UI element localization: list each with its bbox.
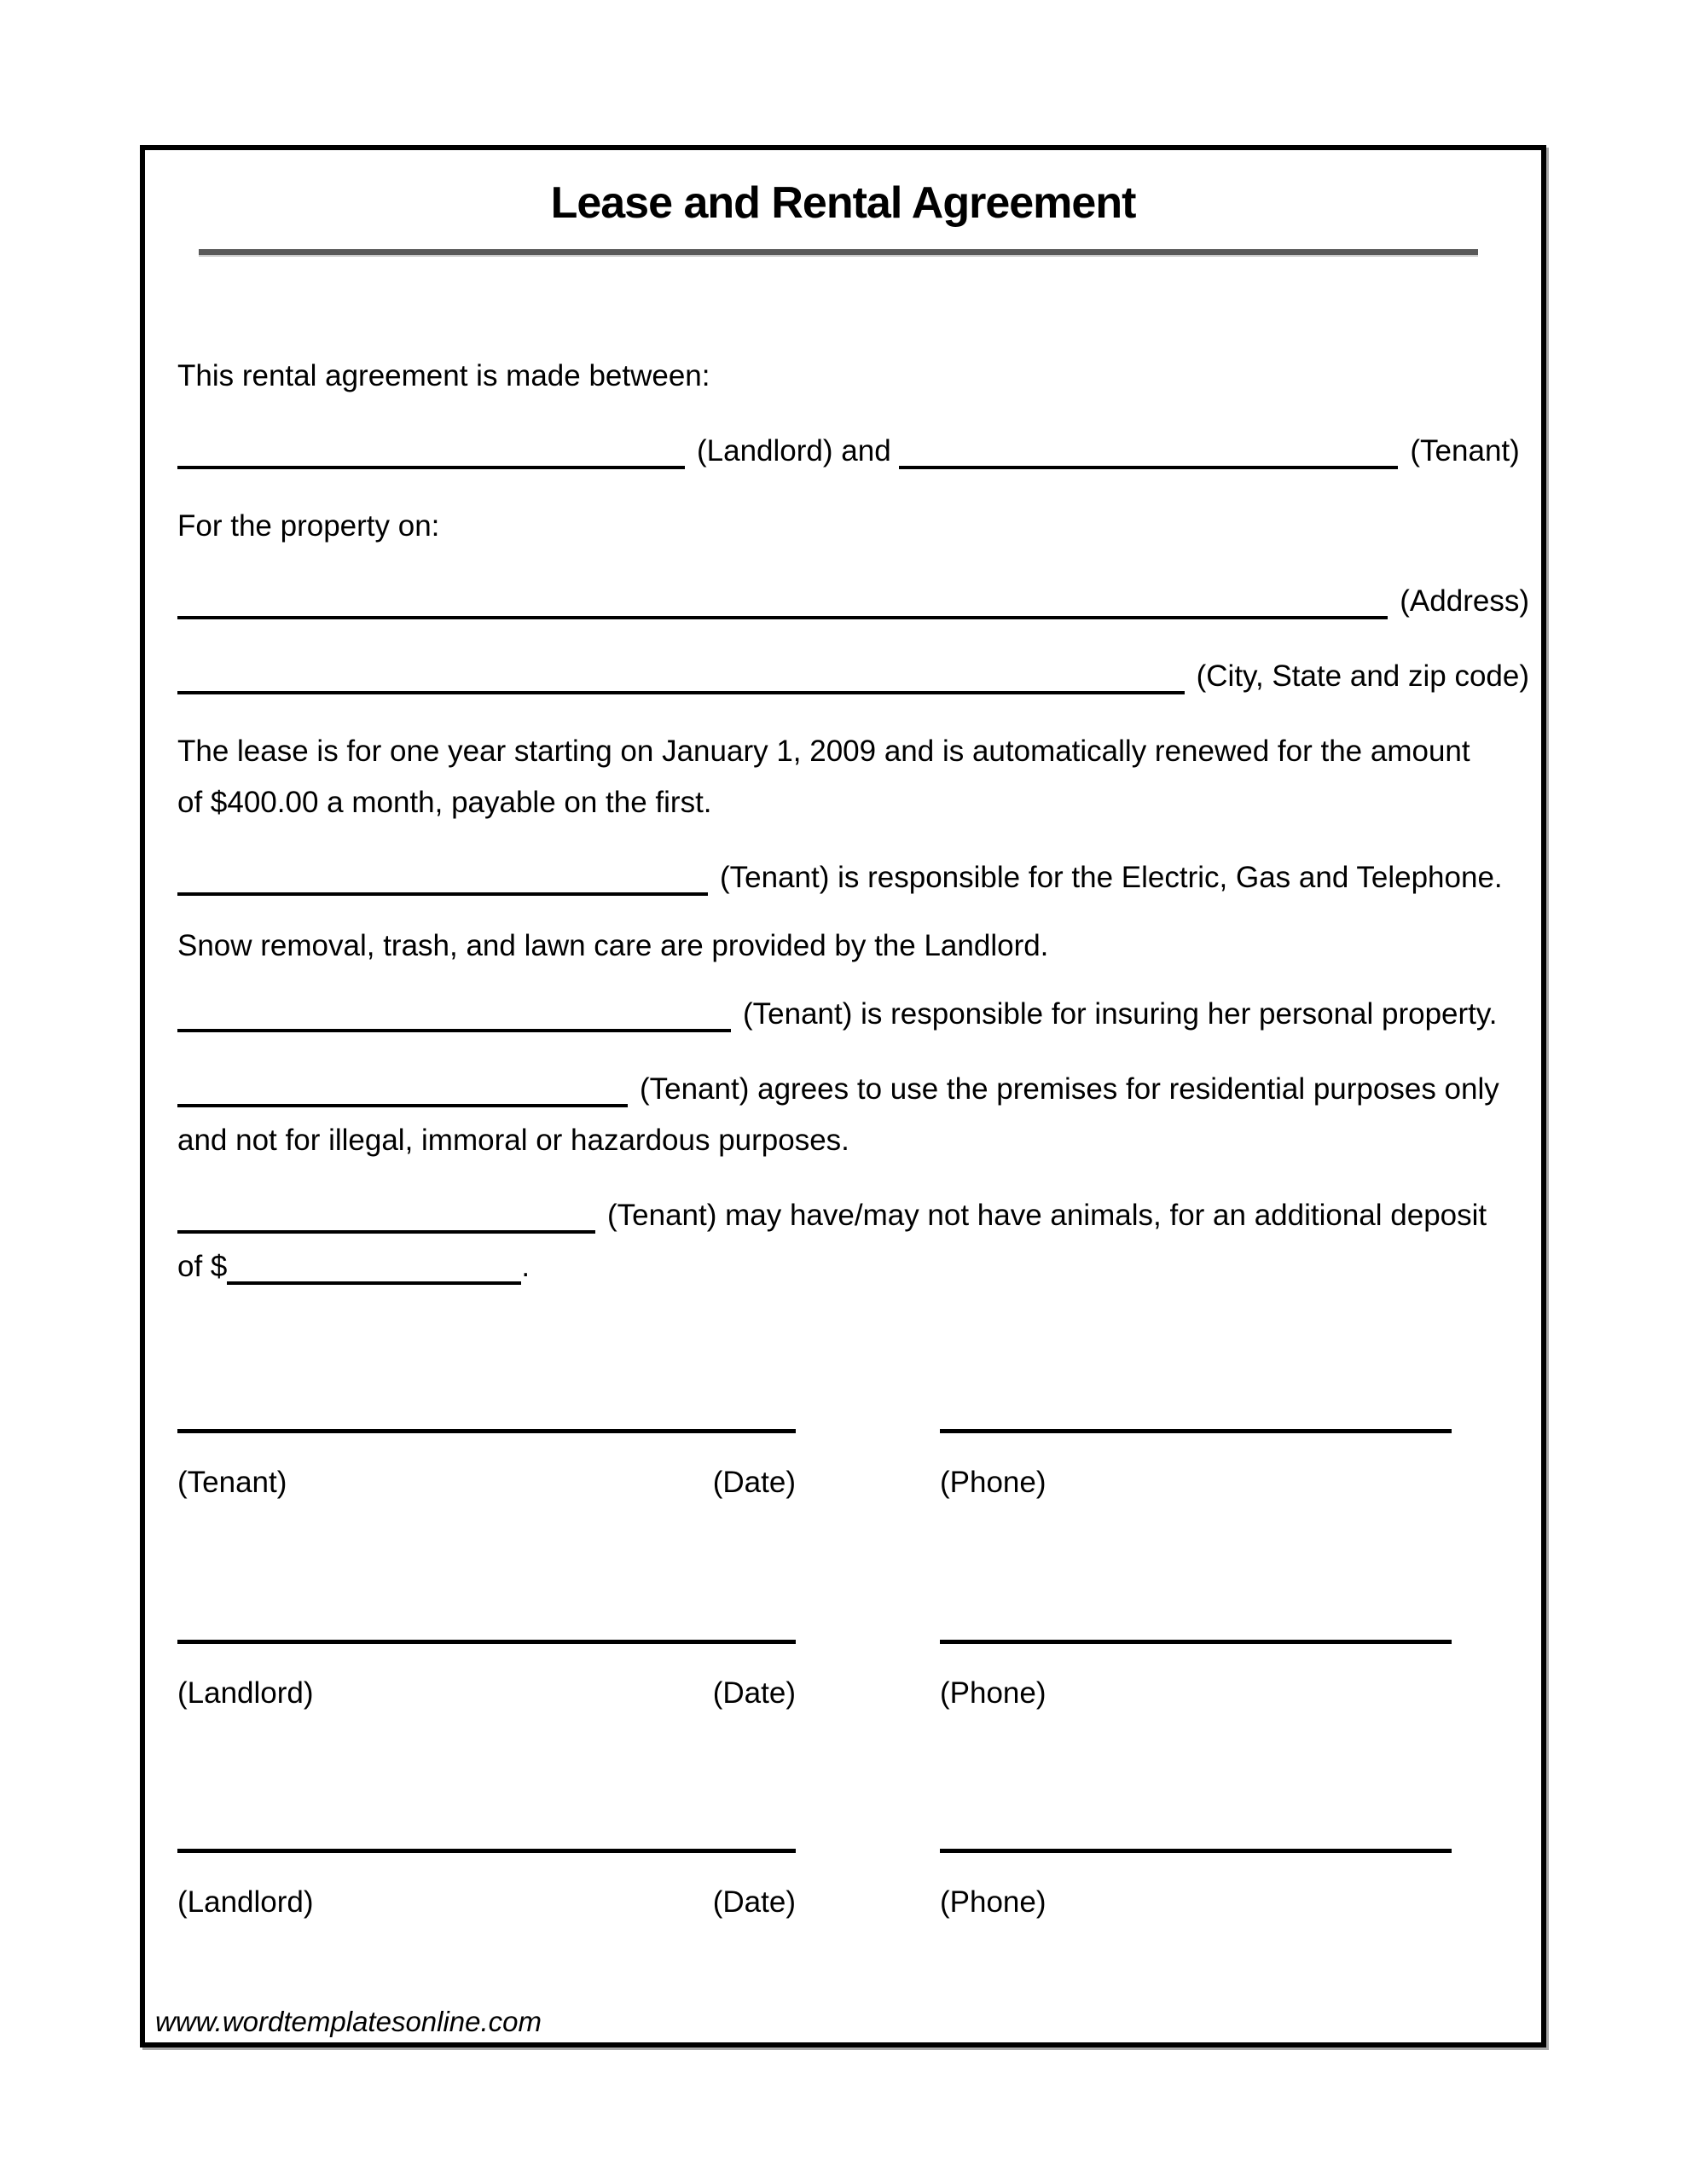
tenant-label: (Tenant) <box>1410 434 1520 468</box>
landlord1-date-label: (Date) <box>712 1676 796 1710</box>
insurance-text: (Tenant) is responsible for insuring her personal property. <box>743 997 1498 1031</box>
residential-use-text1: (Tenant) agrees to use the premises for residential purposes only <box>640 1072 1499 1106</box>
lease-term-line2: of $400.00 a month, payable on the first. <box>177 786 712 819</box>
residential-tenant-blank <box>177 1097 628 1107</box>
landlord-label: (Landlord) and <box>697 434 891 468</box>
document-body <box>145 351 1541 1928</box>
lease-term-paragraph <box>177 726 1529 828</box>
address-blank <box>177 609 1388 619</box>
landlord-services-paragraph <box>177 921 1529 972</box>
insurance-tenant-blank <box>177 1022 731 1032</box>
landlord2-signature-line <box>177 1849 796 1853</box>
residential-use-paragraph <box>177 1064 1529 1166</box>
tenant-signature-label: (Tenant) <box>177 1466 287 1499</box>
signature-labels <box>177 1668 1529 1719</box>
intro-text: This rental agreement is made between: <box>177 359 710 392</box>
residential-use-line1 <box>177 1064 1529 1115</box>
animals-paragraph <box>177 1190 1529 1292</box>
address-label: (Address) <box>1400 584 1529 618</box>
tenant-name-blank <box>899 459 1398 469</box>
website-footer: www.wordtemplatesonline.com <box>155 2006 542 2037</box>
property-intro-paragraph <box>177 501 1529 552</box>
animals-line2 <box>177 1241 1529 1292</box>
landlord1-signature-label: (Landlord) <box>177 1676 314 1710</box>
signature-labels <box>177 1457 1529 1508</box>
address-line <box>177 576 1529 627</box>
landlord1-signature-line <box>177 1640 796 1644</box>
landlord-name-blank <box>177 459 685 469</box>
residential-use-line2: and not for illegal, immoral or hazardous purposes. <box>177 1124 849 1157</box>
city-state-zip-blank <box>177 684 1185 694</box>
insurance-line <box>177 989 1529 1040</box>
landlord2-phone-label: (Phone) <box>940 1885 1046 1919</box>
page-title: Lease and Rental Agreement <box>550 178 1136 228</box>
signature-labels-left <box>177 1668 796 1719</box>
tenant-phone-label: (Phone) <box>940 1466 1046 1499</box>
city-state-zip-label: (City, State and zip code) <box>1196 659 1529 693</box>
parties-line <box>177 426 1529 477</box>
utilities-line <box>177 852 1529 903</box>
landlord1-phone-label: (Phone) <box>940 1676 1046 1710</box>
signature-labels-right <box>940 1877 1452 1928</box>
lease-term-line1: The lease is for one year starting on January 1, 2009 and is automatically renewed for the amount <box>177 735 1470 768</box>
lease-agreement-page <box>140 145 1546 2048</box>
landlord2-signature-label: (Landlord) <box>177 1885 314 1919</box>
tenant-signature-line <box>177 1429 796 1433</box>
utilities-tenant-blank <box>177 886 708 896</box>
signature-labels-left <box>177 1457 796 1508</box>
signature-row-tenant <box>177 1429 1529 1508</box>
signature-row-landlord-2 <box>177 1849 1529 1928</box>
tenant-date-label: (Date) <box>712 1466 796 1499</box>
intro-paragraph <box>177 351 1529 402</box>
signature-labels-right <box>940 1668 1452 1719</box>
animals-tenant-blank <box>177 1223 595 1234</box>
signature-lines <box>177 1640 1529 1644</box>
utilities-text: (Tenant) is responsible for the Electric, Gas and Telephone. <box>720 861 1503 894</box>
tenant-phone-line <box>940 1429 1452 1433</box>
property-intro-text: For the property on: <box>177 509 440 543</box>
animals-deposit-period: . <box>521 1250 530 1283</box>
signature-lines <box>177 1849 1529 1853</box>
animals-line1 <box>177 1190 1529 1241</box>
animals-deposit-blank <box>227 1275 521 1285</box>
signature-labels <box>177 1877 1529 1928</box>
landlord1-phone-line <box>940 1640 1452 1644</box>
signature-labels-left <box>177 1877 796 1928</box>
city-state-zip-line <box>177 651 1529 702</box>
signature-labels-right <box>940 1457 1452 1508</box>
animals-text1: (Tenant) may have/may not have animals, for an additional deposit <box>607 1199 1487 1232</box>
signature-lines <box>177 1429 1529 1433</box>
signature-row-landlord-1 <box>177 1640 1529 1719</box>
animals-deposit-prefix: of $ <box>177 1250 228 1283</box>
title-divider-rule <box>199 249 1478 255</box>
landlord2-phone-line <box>940 1849 1452 1853</box>
landlord2-date-label: (Date) <box>712 1885 796 1919</box>
landlord-services-text: Snow removal, trash, and lawn care are provided by the Landlord. <box>177 929 1049 962</box>
